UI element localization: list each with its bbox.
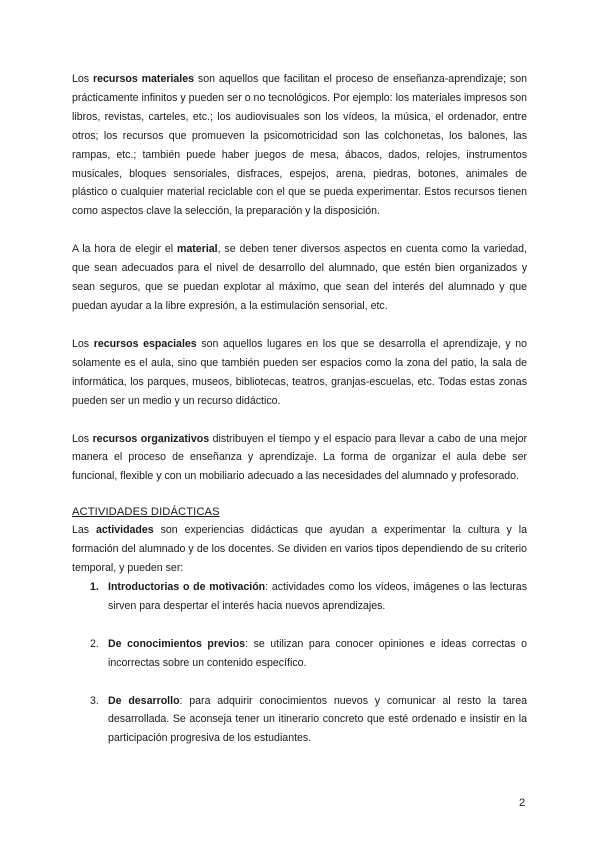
paragraph-recursos-organizativos: Los recursos organizativos distribuyen el tiempo y el espacio para llevar a cabo de una mejor manera el proceso de enseñanza y aprendizaje. La forma de organizar el aula debe ser funcional, flexible y con un mobiliario adecuado a las necesidades del alumnado y profesorado. xyxy=(72,432,527,483)
list-number: 1. xyxy=(90,580,99,593)
bold-term: De conocimientos previos xyxy=(108,637,246,650)
document-page xyxy=(72,70,527,748)
list-item: 1. Introductorias o de motivación: actividades como los vídeos, imágenes o las lecturas sirven para despertar el interés hacia nuevos aprendizajes. xyxy=(72,578,527,616)
bold-term: Introductorias o de motivación xyxy=(108,580,266,593)
paragraph-recursos-materiales: Los recursos materiales son aquellos que facilitan el proceso de enseñanza-aprendizaje; son prácticamente infinitos y pueden ser o no tecnológicos. Por ejemplo: los materiales impresos son libros, revistas, carteles, etc.; los audiovisuales son los vídeos, la música, el ordenador, entre otros; los recursos que promueven la psicomotricidad son las colchonetas, los balones, las rampas, etc.; también puede haber juegos de mesa, ábacos, dados, relojes, instrumentos musicales, bloques sensoriales, disfraces, espejos, arena, piedras, botones, animales de plástico o cualquier material reciclable con el que se pueda experimentar. Estos recursos tienen como aspectos clave la selección, la preparación y la disposición. xyxy=(72,73,527,218)
bold-term: actividades xyxy=(95,524,154,537)
paragraph-recursos-espaciales: Los recursos espaciales son aquellos lugares en los que se desarrolla el aprendizaje, y no solamente es el aula, sino que también pueden ser espacios como la zona del patio, la sala de informática, los parques, museos, bibliotecas, teatros, granjas-escuelas, etc. Todas estas zonas pueden ser un medio y un recurso didáctico. xyxy=(72,337,527,407)
paragraph-actividades-intro: Las actividades son experiencias didácticas que ayudan a experimentar la cultura y la formación del alumnado y de los docentes. Se dividen en varios tipos dependiendo de su criterio temporal, y pueden ser: xyxy=(72,524,527,575)
list-item: 2. De conocimientos previos: se utilizan para conocer opiniones e ideas correctas o incorrectas sobre un contenido específico. xyxy=(72,635,527,673)
bold-term: De desarrollo xyxy=(108,694,180,707)
page-number: 2 xyxy=(519,797,526,809)
bold-term: recursos espaciales xyxy=(93,337,197,350)
bold-term: recursos materiales xyxy=(92,73,195,85)
bold-term: material xyxy=(176,243,218,256)
list-number: 3. xyxy=(90,694,99,707)
paragraph-material: A la hora de elegir el material, se deben tener diversos aspectos en cuenta como la variedad, que sean adecuados para el nivel de desarrollo del alumnado, que estén bien organizados y sean seguros, que se puedan explotar al máximo, que sean del interés del alumnado y que puedan ayudar a la libre expresión, a la estimulación sensorial, etc. xyxy=(72,243,528,312)
list-number: 2. xyxy=(90,637,99,650)
section-heading: ACTIVIDADES DIDÁCTICAS xyxy=(72,506,220,519)
list-item: 3. De desarrollo: para adquirir conocimientos nuevos y comunicar al resto la tarea desarrollada. Se aconseja tener un itinerario concreto que esté ordenado e insistir en la participación progresiva de los estudiantes. xyxy=(72,692,527,749)
bold-term: recursos organizativos xyxy=(92,432,210,445)
activity-types-list xyxy=(72,578,527,748)
